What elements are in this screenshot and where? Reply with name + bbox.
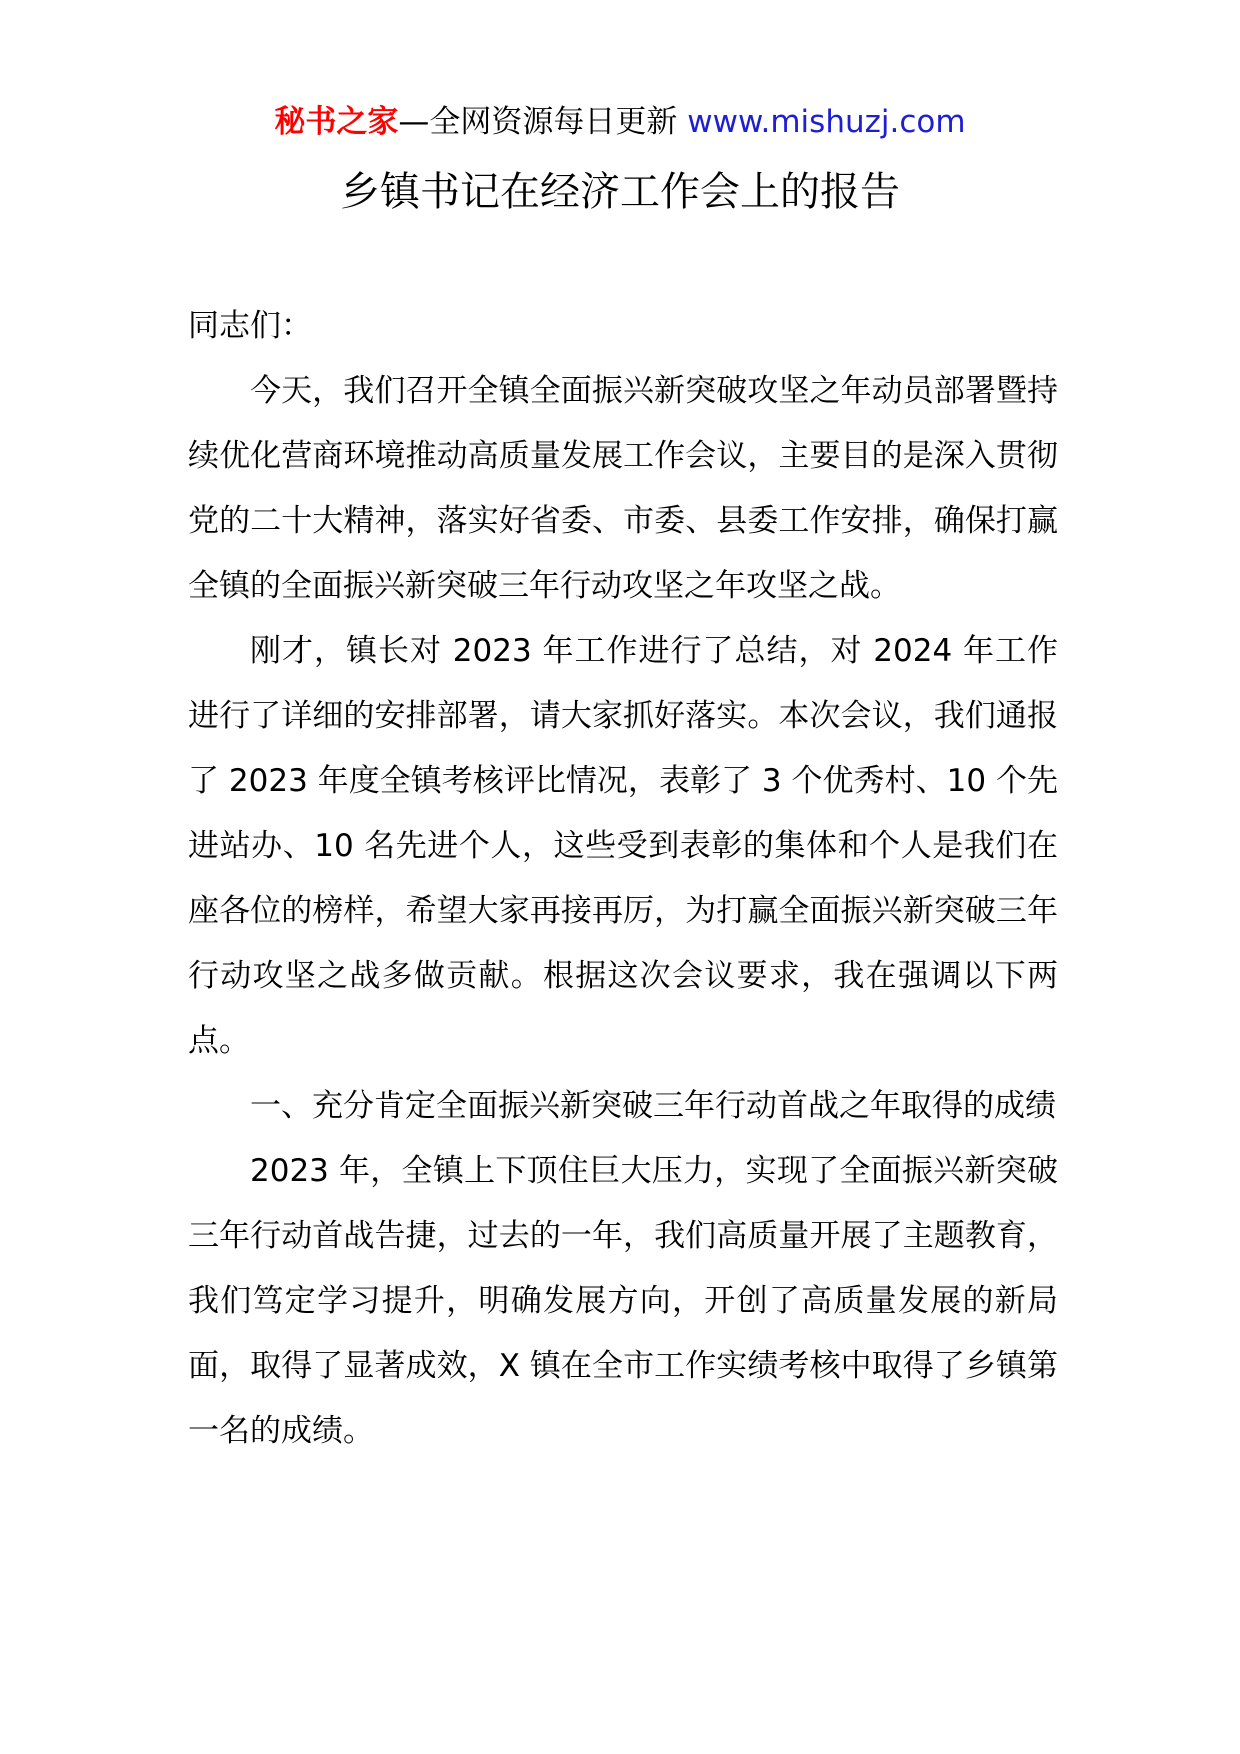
paragraph-review: 刚才，镇长对 2023 年工作进行了总结，对 2024 年工作进行了详细的安排部署，请大家抓好落实。本次会议，我们通报了 2023 年度全镇考核评比情况，表彰了 3 个优秀村、10 个先进站办、10 名先进个人，这些受到表彰的集体和个人是我们在座各位的榜样，希望大家再接再厉，为打赢全面振兴新突破三年行动攻坚之战多做贡献。根据这次会议要求，我在强调以下两点。 — [188, 633, 1058, 1059]
document-body — [188, 294, 1058, 1464]
site-url-link[interactable]: www.mishuzj.com — [687, 104, 966, 140]
document-title: 乡镇书记在经济工作会上的报告 — [340, 169, 900, 215]
site-brand: 秘书之家 — [274, 104, 399, 140]
salutation: 同志们： — [188, 308, 312, 344]
site-tagline: —全网资源每日更新 — [398, 104, 688, 140]
section-heading-1: 一、充分肯定全面振兴新突破三年行动首战之年取得的成绩 — [250, 1088, 1056, 1124]
site-header — [0, 100, 1240, 144]
paragraph-intro: 今天，我们召开全镇全面振兴新突破攻坚之年动员部署暨持续优化营商环境推动高质量发展工作会议，主要目的是深入贯彻党的二十大精神，落实好省委、市委、县委工作安排，确保打赢全镇的全面振兴新突破三年行动攻坚之年攻坚之战。 — [188, 373, 1058, 604]
paragraph-achievements: 2023 年，全镇上下顶住巨大压力，实现了全面振兴新突破三年行动首战告捷，过去的一年，我们高质量开展了主题教育，我们笃定学习提升，明确发展方向，开创了高质量发展的新局面，取得了显著成效，X 镇在全市工作实绩考核中取得了乡镇第一名的成绩。 — [188, 1153, 1058, 1449]
